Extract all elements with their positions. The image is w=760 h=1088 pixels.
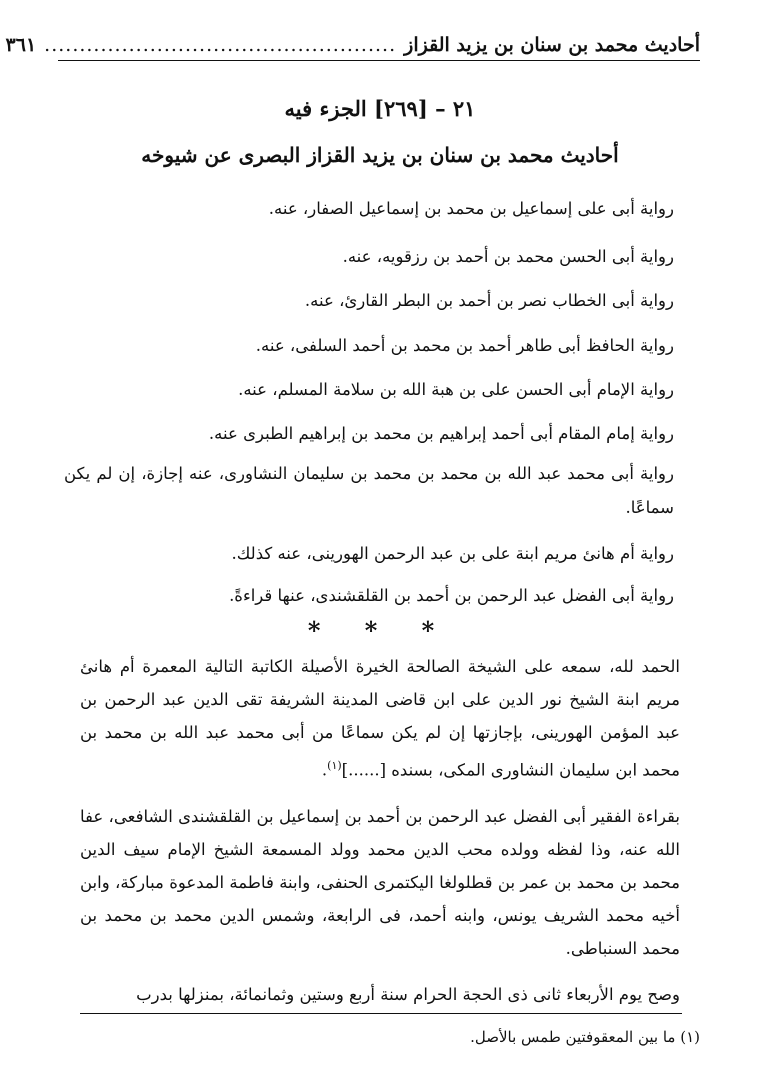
riwaya-line: رواية أم هانئ مريم ابنة على بن عبد الرحمن الهورينى، عنه كذلك.: [231, 544, 674, 563]
reading-paragraph: بقراءة الفقير أبى الفضل عبد الرحمن بن أحمد بن إسماعيل بن القلقشندى الشافعى، عفا الله عنه، وذا لفظه وولده محب الدين محمد وولد المسمعة الشيخ الإمام سيف الدين محمد بن محمد بن عمر بن قطلولغا اليكتمرى الحنفى، وابنة فاطمة المدعوة مباركة، وابن أخيه محمد الشريف يونس، وابنه أحمد، فى الرابعة، وشمس الدين محمد بن محمد بن محمد السنباطى.: [80, 807, 680, 958]
running-head: [5, 30, 700, 61]
running-head-leader-dots: ..................................................: [44, 34, 397, 56]
section-title: أحاديث محمد بن سنان بن يزيد القزاز البصرى عن شيوخه: [141, 143, 619, 167]
riwaya-line: رواية الحافظ أبى طاهر أحمد بن محمد بن أحمد السلفى، عنه.: [255, 336, 674, 355]
footnote-reference: (١): [327, 759, 342, 772]
part-heading: ٢١ – [٢٦٩] الجزء فيه: [284, 96, 476, 121]
riwaya-line: رواية أبى على إسماعيل بن محمد بن إسماعيل الصفار، عنه.: [268, 199, 674, 218]
riwaya-line: رواية أبى الفضل عبد الرحمن بن أحمد بن القلقشندى، عنها قراءةً.: [229, 586, 674, 605]
riwaya-line: رواية أبى الخطاب نصر بن أحمد بن البطر القارئ، عنه.: [304, 291, 674, 310]
footnote-separator: [80, 1013, 682, 1014]
riwaya-line: رواية إمام المقام أبى أحمد إبراهيم بن محمد بن إبراهيم الطبرى عنه.: [208, 424, 674, 443]
section-separator: * * *: [307, 616, 453, 645]
riwaya-line: رواية أبى محمد عبد الله بن محمد بن محمد بن سليمان النشاورى، عنه إجازة، إن لم يكن سماعًا.: [64, 464, 674, 517]
closing-paragraph: وصح يوم الأربعاء ثانى ذى الحجة الحرام سنة أربع وستين وثمانمائة، بمنزلها بدرب: [136, 985, 680, 1004]
footnote: (١) ما بين المعقوفتين طمس بالأصل.: [470, 1028, 700, 1046]
paragraph-end: .: [321, 760, 328, 780]
running-head-title: أحاديث محمد بن سنان بن يزيد القزاز: [404, 34, 700, 56]
riwaya-line: رواية أبى الحسن محمد بن أحمد بن رزقويه، عنه.: [342, 247, 674, 266]
page-number: ٣٦١: [5, 34, 37, 56]
riwaya-line: رواية الإمام أبى الحسن على بن هبة الله بن سلامة المسلم، عنه.: [238, 380, 674, 399]
paragraph-text: الحمد لله، سمعه على الشيخة الصالحة الخيرة الأصيلة الكاتبة التالية المعمرة أم هانئ مريم ابنة الشيخ نور الدين على ابن قاضى المدينة الشريفة تقى الدين عبد الرحمن بن عبد المؤمن الهورينى، بإجازتها إن لم يكن سماعًا من أبى محمد عبد الله بن محمد بن محمد ابن سليمان النشاورى المكى، بسنده [......]: [80, 657, 680, 780]
samaa-paragraph: [80, 650, 680, 787]
